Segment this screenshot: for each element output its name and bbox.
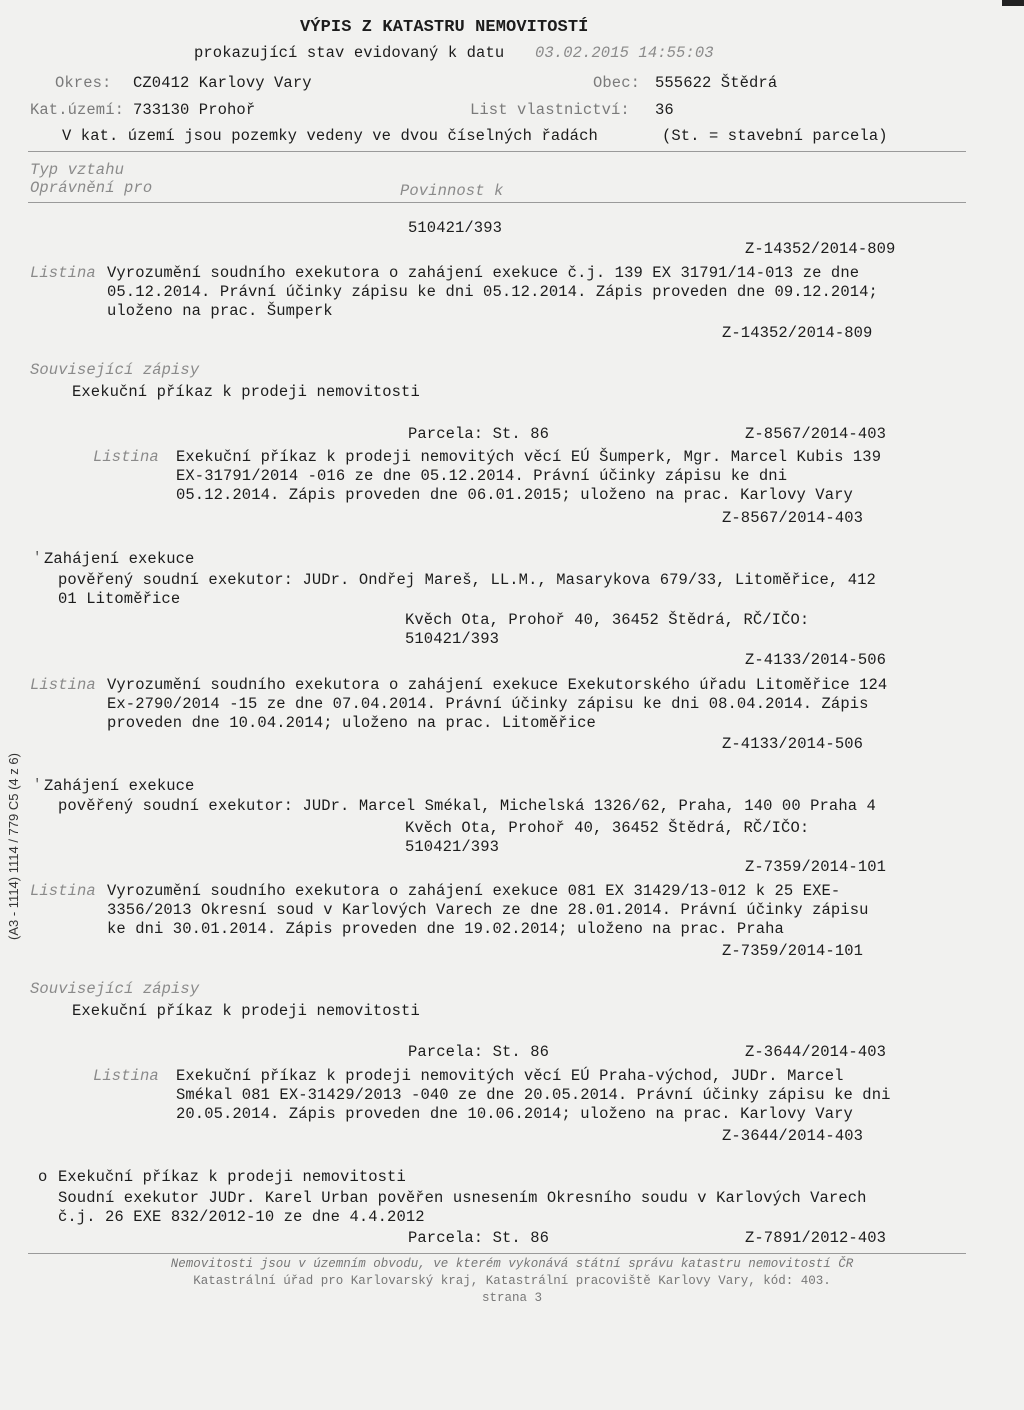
listina-text-line: proveden dne 10.04.2014; uloženo na prac. Litoměřice [107, 714, 596, 732]
entry-z-number: Z-3644/2014-403 [745, 1043, 887, 1061]
listina-label: Listina [93, 448, 159, 466]
entry-z-number: Z-4133/2014-506 [722, 735, 864, 753]
side-form-code: (A3 - 1114) 1114 / 779 C5 (4 z 6) [6, 753, 21, 940]
entry-z-number: Z-7359/2014-101 [745, 858, 887, 876]
entry-marker: ' [33, 777, 42, 793]
entry-marker: ' [33, 550, 42, 566]
katuzemi-value: 733130 Prohoř [133, 101, 256, 119]
entry-z-number: Z-8567/2014-403 [722, 509, 864, 527]
listina-text-line: EX-31791/2014 -016 ze dne 05.12.2014. Právní účinky zápisu ke dni [176, 467, 788, 485]
related-entry-title: Exekuční příkaz k prodeji nemovitosti [72, 383, 420, 401]
col-opravneni: Oprávnění pro [30, 179, 153, 197]
subtitle-date: 03.02.2015 14:55:03 [535, 44, 714, 62]
entry-id: 510421/393 [408, 219, 503, 237]
entry-z-number: Z-3644/2014-403 [722, 1127, 864, 1145]
entry-z-number: Z-7359/2014-101 [722, 942, 864, 960]
listina-label: Listina [93, 1067, 159, 1085]
listina-label: Listina [30, 264, 96, 282]
entry-z-number: Z-4133/2014-506 [745, 651, 887, 669]
executor-line: pověřený soudní exekutor: JUDr. Ondřej Mareš, LL.M., Masarykova 679/33, Litoměřice, 412 [58, 571, 876, 589]
entry-z-number: Z-14352/2014-809 [745, 240, 896, 258]
entry-title: Exekuční příkaz k prodeji nemovitosti [58, 1168, 406, 1186]
entry-z-number: Z-8567/2014-403 [745, 425, 887, 443]
obec-value: 555622 Štědrá [655, 74, 778, 92]
bullet-marker: o [38, 1168, 48, 1186]
listina-text-line: 05.12.2014. Zápis proveden dne 06.01.2015; uloženo na prac. Karlovy Vary [176, 486, 853, 504]
okres-label: Okres: [55, 74, 112, 92]
listina-text-line: 05.12.2014. Právní účinky zápisu ke dni 05.12.2014. Zápis proveden dne 09.12.2014; [107, 283, 878, 301]
col-typ-vztahu: Typ vztahu [30, 161, 125, 179]
obec-label: Obec: [593, 74, 641, 92]
footer-line: Katastrální úřad pro Karlovarský kraj, Katastrální pracoviště Karlovy Vary, kód: 403. [193, 1274, 831, 1288]
executor-line: pověřený soudní exekutor: JUDr. Marcel Smékal, Michelská 1326/62, Praha, 140 00 Praha 4 [58, 797, 876, 815]
related-entry-title: Exekuční příkaz k prodeji nemovitosti [72, 1002, 420, 1020]
parcel-reference: Parcela: St. 86 [408, 1229, 550, 1247]
listina-text-line: 3356/2013 Okresní soud v Karlových Varech ze dne 28.01.2014. Právní účinky zápisu [107, 901, 869, 919]
entry-z-number: Z-7891/2012-403 [745, 1229, 887, 1247]
related-entries-label: Související zápisy [30, 361, 200, 379]
katuzemi-label: Kat.území: [30, 101, 125, 119]
lv-value: 36 [655, 101, 674, 119]
subtitle-prefix: prokazující stav evidovaný k datu [194, 44, 505, 62]
entry-title: Zahájení exekuce [44, 550, 195, 568]
owner-line: 510421/393 [405, 838, 500, 856]
listina-text-line: Vyrozumění soudního exekutora o zahájení exekuce č.j. 139 EX 31791/14-013 ze dne [107, 264, 860, 282]
listina-text-line: Ex-2790/2014 -15 ze dne 07.04.2014. Právní účinky zápisu ke dni 08.04.2014. Zápis [107, 695, 869, 713]
owner-line: Kvěch Ota, Prohoř 40, 36452 Štědrá, RČ/IČO: [405, 611, 810, 629]
col-povinnost: Povinnost k [400, 182, 504, 200]
header-divider [28, 151, 966, 152]
listina-text-line: ke dni 30.01.2014. Zápis proveden dne 19.02.2014; uloženo na prac. Praha [107, 920, 784, 938]
listina-text-line: Vyrozumění soudního exekutora o zahájení exekuce Exekutorského úřadu Litoměřice 124 [107, 676, 888, 694]
entry-z-number: Z-14352/2014-809 [722, 324, 873, 342]
cadastre-note-right: (St. = stavební parcela) [662, 127, 888, 145]
cadastre-note: V kat. území jsou pozemky vedeny ve dvou číselných řadách [62, 127, 598, 145]
listina-text-line: uloženo na prac. Šumperk [107, 302, 333, 320]
listina-text-line: Exekuční příkaz k prodeji nemovitých věcí EÚ Praha-východ, JUDr. Marcel [176, 1067, 844, 1085]
page-title: VÝPIS Z KATASTRU NEMOVITOSTÍ [300, 18, 589, 37]
footer-line: Nemovitosti jsou v územním obvodu, ve kterém vykonává státní správu katastru nemovitostí ČR [170, 1257, 854, 1271]
columns-divider [28, 202, 966, 203]
owner-line: Kvěch Ota, Prohoř 40, 36452 Štědrá, RČ/IČO: [405, 819, 810, 837]
executor-line: Soudní exekutor JUDr. Karel Urban pověřen usnesením Okresního soudu v Karlových Varech [58, 1189, 867, 1207]
listina-label: Listina [30, 676, 96, 694]
executor-line: 01 Litoměřice [58, 590, 181, 608]
lv-label: List vlastnictví: [470, 101, 630, 119]
parcel-reference: Parcela: St. 86 [408, 1043, 550, 1061]
listina-label: Listina [30, 882, 96, 900]
listina-text-line: Vyrozumění soudního exekutora o zahájení exekuce 081 EX 31429/13-012 k 25 EXE- [107, 882, 841, 900]
listina-text-line: Exekuční příkaz k prodeji nemovitých věcí EÚ Šumperk, Mgr. Marcel Kubis 139 [176, 448, 882, 466]
entry-title: Zahájení exekuce [44, 777, 195, 795]
owner-line: 510421/393 [405, 630, 500, 648]
related-entries-label: Související zápisy [30, 980, 200, 998]
parcel-reference: Parcela: St. 86 [408, 425, 550, 443]
listina-text-line: 20.05.2014. Zápis proveden dne 10.06.2014; uloženo na prac. Karlovy Vary [176, 1105, 853, 1123]
page-number: strana 3 [481, 1291, 542, 1305]
executor-line: č.j. 26 EXE 832/2012-10 ze dne 4.4.2012 [58, 1208, 425, 1226]
scan-edge-mark [1002, 0, 1024, 6]
okres-value: CZ0412 Karlovy Vary [133, 74, 312, 92]
footer-divider [28, 1253, 966, 1254]
listina-text-line: Smékal 081 EX-31429/2013 -040 ze dne 20.05.2014. Právní účinky zápisu ke dni [176, 1086, 891, 1104]
